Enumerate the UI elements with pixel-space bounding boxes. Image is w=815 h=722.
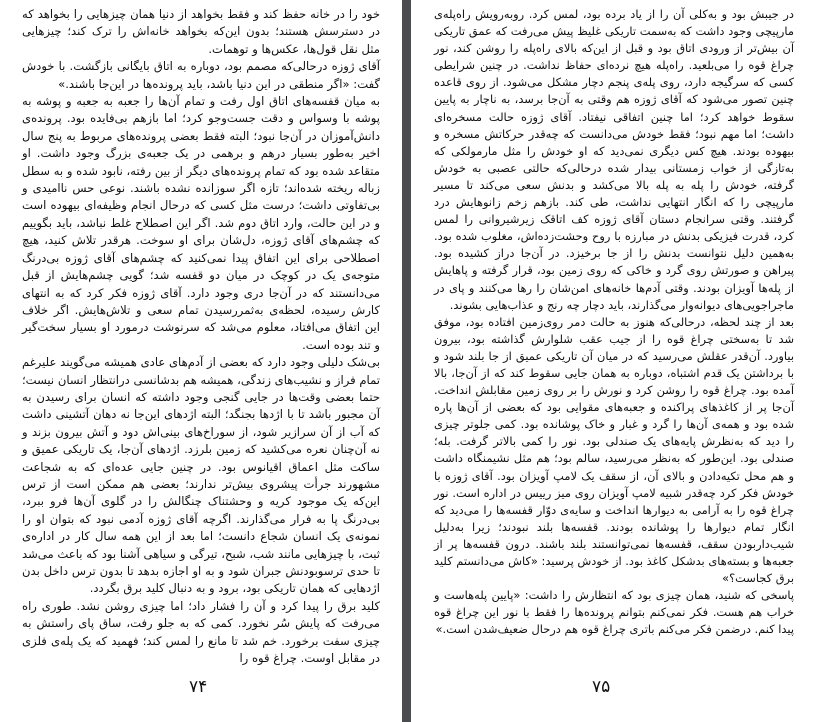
paragraph: پاسخی که شنید، همان چیزی بود که انتظارش را داشت: «پایین پله‌هاست و خراب هم هست. فکر نمی‌کنم بتوانم پرونده‌ها را فقط با نور این چراغ قوه پیدا کنم. درضمن فکر می‌کنم باتری چراغ قوه هم درحال ضعیف‌شدن است.»	[434, 588, 794, 637]
right-page-body	[434, 6, 794, 638]
paragraph: در جیبش بود و به‌کلی آن را از یاد برده بود، لمس کرد. روبه‌رویش راه‌پله‌ی مارپیچی وجود داشت که به‌سمت تاریکی غلیظ پیش می‌رفت که عمق تاریکی آن بیش‌تر از ورودی اتاق بود و قبل از این‌که بالای راه‌پله را روشن کند، نور چراغ قوه را می‌بلعید. راه‌پله هیچ نرده‌ای حفاظ نداشت. در چنین شرایطی کسی که سرگیجه دارد، روی پله‌ی پنجم دچار مشکل می‌شود. از روی قاعده چنین تصور می‌شود که آقای ژوزه هم وقتی به آن‌جا برسد، به ناچار به پایین سقوط خواهد کرد؛ اما چنین اتفاقی نیفتاد. آقای ژوزه حالت مسخره‌ای داشت؛ اما مهم نبود؛ فقط خودش می‌دانست که چه‌قدر حرکاتش مسخره و بیهوده بودند. هیچ کس دیگری نمی‌دید که او خودش را مثل مارمولکی که به‌تازگی از خواب زمستانی بیدار شده درحالی‌که حالتی عصبی به خودش گرفته، خودش را پله به پله بالا می‌کشد و بدنش سعی می‌کند تا مسیر مارپیچی را که انگار انتهایی نداشت، طی کند. بازهم زخم زانوهایش درد گرفتند. وقتی سرانجام دستان آقای ژوزه کف اتاقک زیرشیروانی را لمس کرد، قدرت فیزیکی بدنش در مبارزه با روح وحشت‌زده‌اش، مغلوب شده بود. به‌همین دلیل نتوانست بدنش را از جا برخیزد. در آن‌جا دراز کشیده بود. پیراهن و صورتش روی گرد و خاکی که روی زمین بود، قرار گرفته و پاهایش از پله‌ها آویزان بودند. وقتی آدم‌ها خانه‌های امن‌شان را رها می‌کنند و پای در ماجراجویی‌های دیوانه‌وار می‌گذارند، باید دچار چه رنج و عذاب‌هایی بشوند.	[434, 7, 794, 312]
book-gutter	[402, 0, 411, 722]
left-page-body	[22, 6, 380, 667]
paragraph: بی‌شک دلیلی وجود دارد که بعضی از آدم‌های عادی همیشه می‌گویند علیرغم تمام فراز و نشیب‌های زندگی، همیشه هم بدشانسی درانتظار انسان نیست؛ حتما بعضی وقت‌ها در جایی گنجی وجود داشته که انسان برای رسیدن به آن مجبور باشد تا با اژدها بجنگد؛ البته اژدهای این‌جا نه دهان آتشینی داشت که آب از آن سرازیر شود، از سوراخ‌های بینی‌اش دود و آتش بیرون بزند و نه آن‌چنان نعره می‌کشید که زمین بلرزد. اژدهای آن‌جا، یک تاریکی عمیق و ساکت مثل اعماق اقیانوس بود. در چنین جایی عده‌ای که به شجاعت مشهورند جرأت پیشروی بیش‌تر ندارند؛ بعضی هم ممکن است از ترس این‌که یک موجود کریه و وحشتناک چنگالش را در گلوی آن‌ها فرو ببرد، بی‌درنگ پا به فرار می‌گذارند. اگرچه آقای ژوزه آدمی نبود که بتوان او را نمونه‌ی یک انسان شجاع دانست؛ اما بعد از این همه سال کار در اداره‌ی ثبت، با چیزهایی مانند شب، شبح، تیرگی و سیاهی آشنا بود که باعث می‌شد تا حدی ترسوبودنش جبران شود و به او اجازه بدهد تا بدون ترس داخل بدن اژدهایی که همان تاریکی بود، برود و به دنبال کلید برق بگردد.	[22, 355, 380, 596]
paragraph: بعد از چند لحظه، درحالی‌که هنوز به حالت دمر روی‌زمین افتاده بود، موفق شد تا به‌سختی چراغ قوه را از جیب عقب شلوارش گذاشته بود، بیرون بیاورد. آن‌قدر عقلش می‌رسید که در میان آن تاریکی عمیق از جا بلند شود و با برداشتن یک قدم اشتباه، دوباره به همان جایی سقوط کند که از آن‌جا، بالا آمده بود. چراغ قوه را روشن کرد و نورش را بر روی زمین مقابلش انداخت. آن‌جا پر از کاغذهای پراکنده و جعبه‌های مقوایی بود که بعضی از آن‌ها پاره شده بود و همه‌ی آن‌ها را گرد و غبار و خاک پوشانده بود. کمی جلوتر چیزی را دید که به‌نظرش پایه‌های یک صندلی بود. نور را کمی بالاتر گرفت. بله؛ صندلی بود. این‌طور که به‌نظر می‌رسید، سالم بود؛ هم‌ مثل نشیمنگاه داشت و هم محل تکیه‌دادن و بالای آن، از سقف یک لامپ آویزان بود. آقای ژوزه با خودش فکر کرد چه‌قدر شبیه لامپ آویزان روی میز رییس در اداره است. نور چراغ قوه را به آرامی به دیوارها انداخت و سایه‌ی دوّار قفسه‌ها را می‌دید که انگار تمام دیوارها را پوشانده بودند. قفسه‌ها بلند نبودند؛ زیرا به‌دلیل شیب‌دار‌بودن سقف، قفسه‌ها نمی‌توانستند بلند باشند. درون قفسه‌ها پر از جعبه‌ها و بسته‌های بدشکل کاغذ بود. از خودش پرسید: «کاش می‌دانستم کلید برق کجاست؟»	[434, 314, 794, 586]
paragraph: خود را در خانه حفظ کند و فقط بخواهد از دنیا همان چیزهایی را بخواهد که در دسترسش هستند؛ بدون این‌که بخواهد خانه‌اش را ترک کند؛ چیزهایی مثل نقل قول‌ها، عکس‌ها و توهمات.	[22, 7, 380, 56]
page-number: ۷۵	[592, 677, 611, 697]
page-number: ۷۴	[189, 677, 208, 697]
paragraph: آقای ژوزه درحالی‌که مصمم بود، دوباره به اتاق بایگانی بازگشت. با خودش گفت: «اگر منطقی در این دنیا باشد، باید پرونده‌ها در این‌جا باشند.»	[22, 59, 380, 91]
right-page	[411, 0, 815, 722]
left-page	[0, 0, 402, 722]
paragraph: کلید برق را پیدا کرد و آن را فشار داد؛ اما چیزی روشن نشد. طوری راه می‌رفت که پایش سُر نخورد. کمی که به جلو رفت، ساق پای راستش به چیزی سفت برخورد. خم شد تا مانع را لمس کند؛ فهمید که یک پله‌ی فلزی در مقابل اوست. چراغ قوه را	[22, 598, 380, 666]
paragraph: به میان قفسه‌های اتاق اول رفت و تمام آن‌ها را جعبه به جعبه و پوشه به پوشه با وسواس و دقت جست‌وجو کرد؛ اما بازهم بی‌فایده بود. پرونده‌ی دانش‌آموزان در آن‌جا نبود؛ البته فقط بعضی پرونده‌های مربوط به پنج سال اخیر به‌طور بسیار درهم و برهمی در یک جعبه‌ی بزرگ وجود داشت. او متقاعد شده بود که تمام پرونده‌های دیگر از بین رفته، نابود شده و به سطل زباله ریخته شده‌اند؛ تازه اگر سوزانده نشده باشند. نوعی حس ناامیدی و بی‌تفاوتی داشت؛ درست مثل کسی که درحال انجام وظیفه‌ای بیهوده است و در این حالت، وارد اتاق دوم شد. اگر این اصطلاح غلط نباشد، باید بگوییم که چشم‌های آقای ژوزه، دل‌شان برای او سوخت. هرقدر تلاش کنید، هیچ اصطلاحی برای این اتفاق پیدا نمی‌کنید که چشم‌های آقای ژوزه بی‌درنگ متوجه‌ی یک در کوچک در میان دو قفسه شد؛ گویی چشم‌هایش از قبل می‌دانستند که در آن‌جا دری وجود دارد. آقای ژوزه فکر کرد که به انتهای کارش رسیده، لحظه‌ی به‌ثمررسیدن تمام سعی و تلاش‌هایش. اگر خلاف این اتفاق می‌افتاد، معلوم می‌شد که سرنوشت درمورد او بسیار سخت‌گیر و تند بوده است.	[22, 94, 380, 352]
